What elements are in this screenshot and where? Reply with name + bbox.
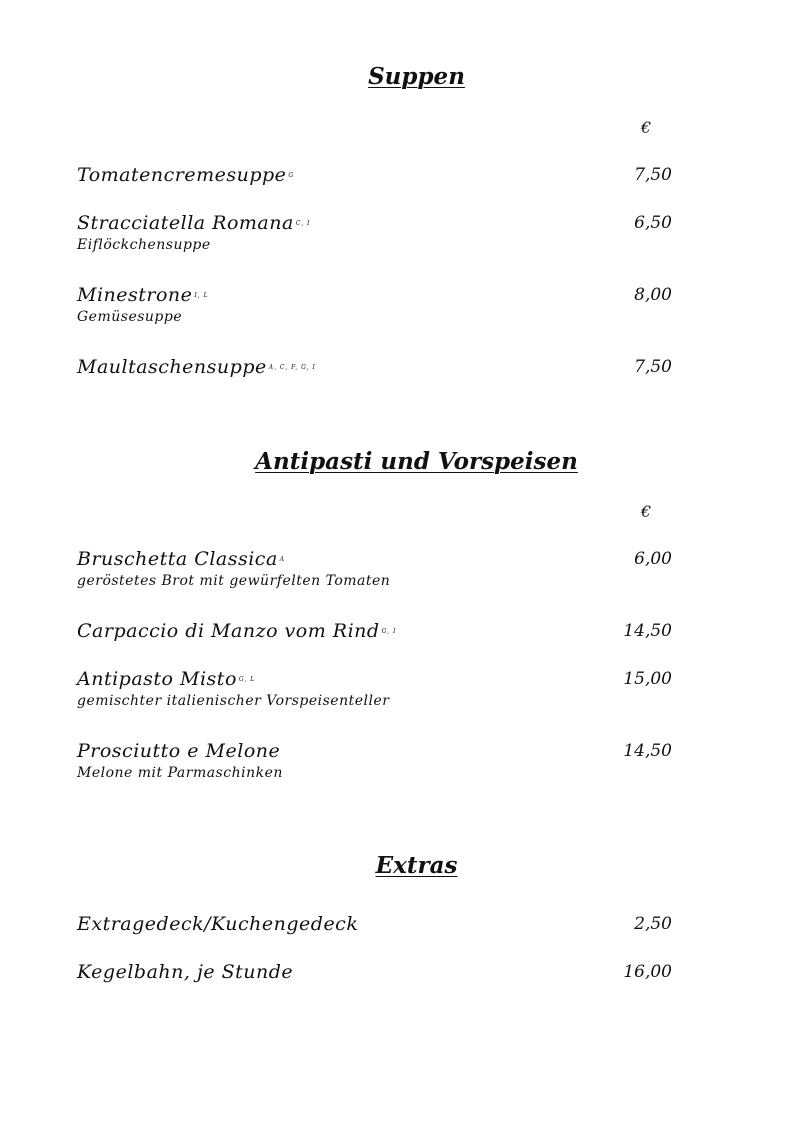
item-price: 6,50 <box>634 213 672 233</box>
allergen-codes: G, L <box>238 676 256 683</box>
item-description: geröstetes Brot mit gewürfelten Tomaten <box>77 573 391 589</box>
item-name: Kegelbahn, je Stunde <box>77 961 294 983</box>
item-name: Prosciutto e Melone <box>77 740 281 762</box>
item-name: Maultaschensuppe $^{A, C, F, G, I}$ <box>77 356 316 378</box>
currency-header-antipasti: € <box>641 502 652 521</box>
allergen-codes: I, L <box>194 292 209 299</box>
item-price: 7,50 <box>634 165 672 185</box>
item-name: Extragedeck/Kuchengedeck <box>77 913 359 935</box>
item-name: Antipasto Misto $^{G, L}$ <box>77 668 256 690</box>
item-description: Melone mit Parmaschinken <box>77 765 283 781</box>
item-price: 16,00 <box>623 962 672 982</box>
item-description: Gemüsesuppe <box>77 309 183 325</box>
item-price: 7,50 <box>634 357 672 377</box>
item-name: Bruschetta Classica $^A$ <box>77 548 286 570</box>
section-title-antipasti: Antipasti und Vorspeisen <box>255 448 578 475</box>
section-title-extras: Extras <box>375 852 458 879</box>
item-price: 2,50 <box>634 914 672 934</box>
item-name: Carpaccio di Manzo vom Rind $^{G, I}$ <box>77 620 397 642</box>
item-name: Minestrone $^{I, L}$ <box>77 284 209 306</box>
allergen-codes: G <box>288 172 295 179</box>
allergen-codes: G, I <box>381 628 397 635</box>
item-price: 15,00 <box>623 669 672 689</box>
item-price: 14,50 <box>623 621 672 641</box>
allergen-codes: A, C, F, G, I <box>268 364 316 371</box>
section-title-suppen: Suppen <box>368 63 465 90</box>
item-name: Stracciatella Romana $^{C, I}$ <box>77 212 311 234</box>
item-price: 8,00 <box>634 285 672 305</box>
item-price: 14,50 <box>623 741 672 761</box>
item-description: gemischter italienischer Vorspeisenteller <box>77 693 390 709</box>
allergen-codes: A <box>279 556 286 563</box>
allergen-codes: C, I <box>295 220 311 227</box>
item-price: 6,00 <box>634 549 672 569</box>
currency-header-suppen: € <box>641 118 652 137</box>
item-description: Eiflöckchensuppe <box>77 237 211 253</box>
item-name: Tomatencremesuppe $^G$ <box>77 164 295 186</box>
